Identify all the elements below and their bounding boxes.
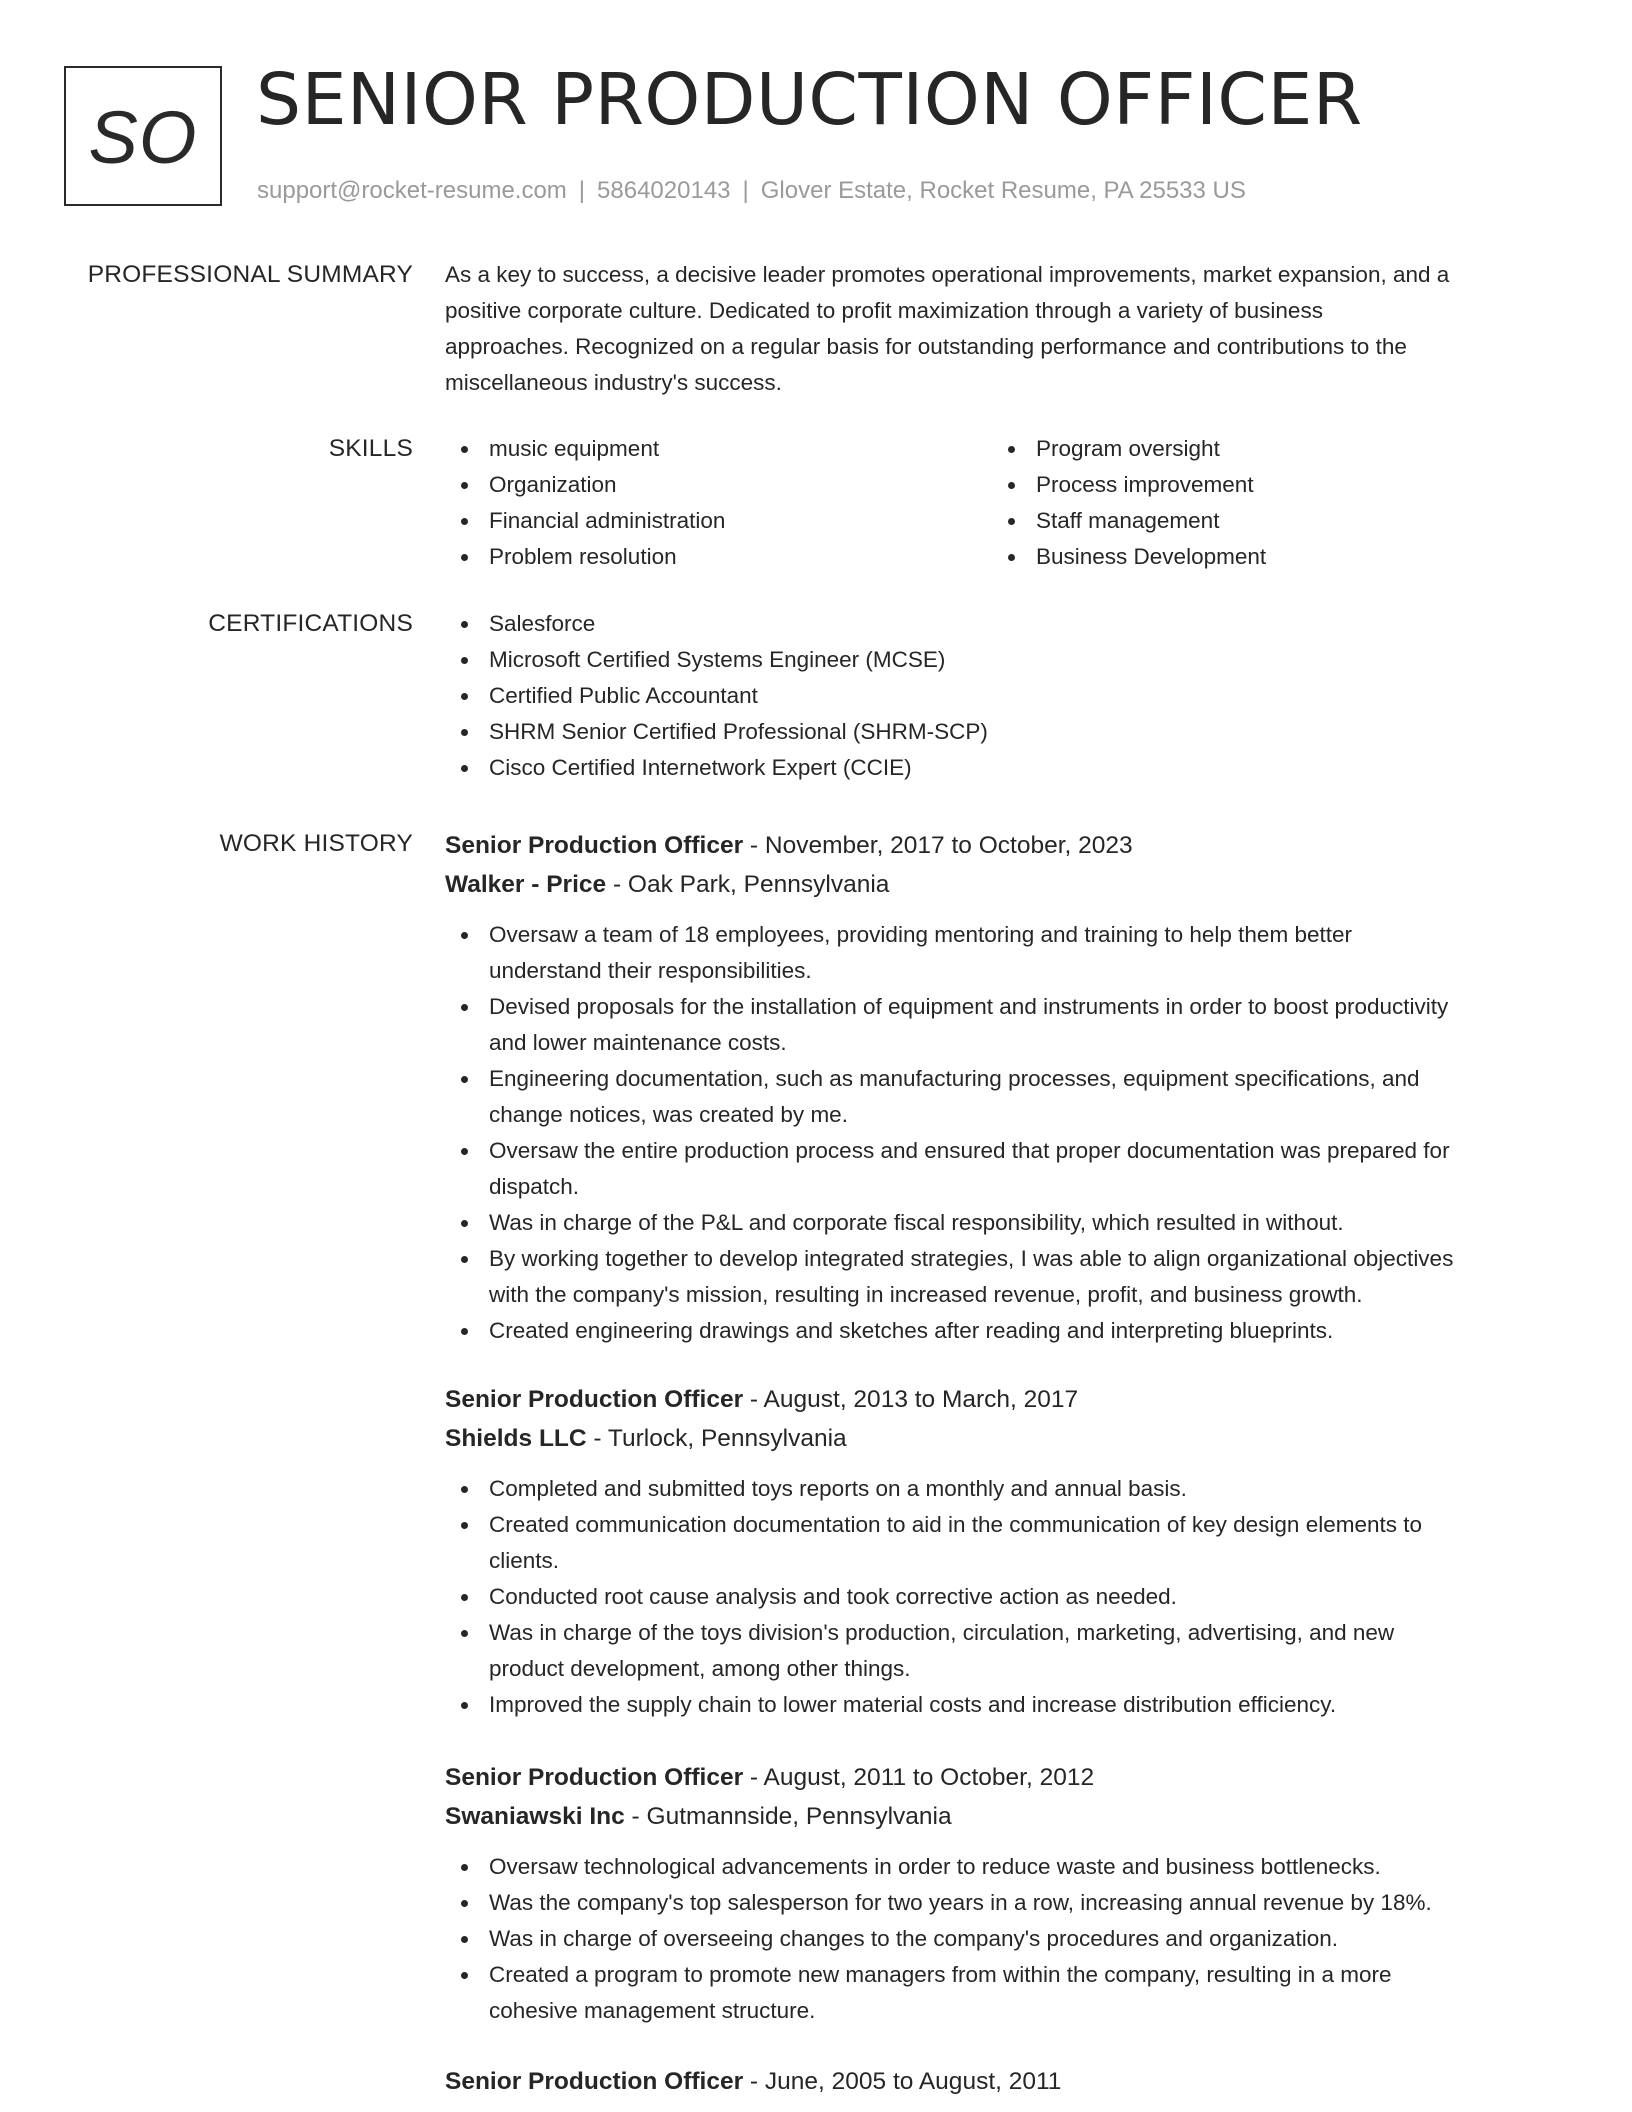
job-entry <box>445 1380 1560 1723</box>
job-location: Turlock, Pennsylvania <box>607 1425 847 1452</box>
job-entry <box>445 1758 1560 2029</box>
job-bullet: Oversaw the entire production process and ensured that proper documentation was prepared for dispatch. <box>445 1133 1560 1205</box>
job-bullet: Was in charge of overseeing changes to the company's procedures and organization. <box>445 1921 1560 1957</box>
job-dates: June, 2005 to August, 2011 <box>764 2068 1062 2095</box>
job-bullet: Was in charge of the toys division's production, circulation, marketing, advertising, and new product development, among other things. <box>445 1615 1560 1687</box>
skill-item: Problem resolution <box>445 539 965 575</box>
summary-line: miscellaneous industry's success. <box>445 370 782 395</box>
summary-line: As a key to success, a decisive leader promotes operational improvements, market expansion, and a <box>445 262 1450 287</box>
contact-phone[interactable]: 5864020143 <box>597 177 731 204</box>
job-bullets <box>445 1849 1560 2029</box>
section-label-summary: PROFESSIONAL SUMMARY <box>87 261 413 288</box>
skill-item: Organization <box>445 467 965 503</box>
contact-line <box>257 175 1246 207</box>
job-title-line: Senior Production Officer - August, 2013 to March, 2017 <box>445 1386 1079 1413</box>
skills-column-left <box>445 431 965 575</box>
job-dates: August, 2011 to October, 2012 <box>763 1764 1095 1791</box>
summary-text <box>445 257 1560 401</box>
job-bullet: By working together to develop integrated strategies, I was able to align organizational objectives with the company's mission, resulting in increased revenue, profit, and business growth. <box>445 1241 1560 1313</box>
job-bullet: Improved the supply chain to lower material costs and increase distribution efficiency. <box>445 1687 1560 1723</box>
monogram-box <box>64 66 222 206</box>
skill-item: Program oversight <box>992 431 1512 467</box>
job-bullet: Was the company's top salesperson for two years in a row, increasing annual revenue by 18%. <box>445 1885 1560 1921</box>
job-company: Swaniawski Inc <box>445 1803 625 1830</box>
contact-address: Glover Estate, Rocket Resume, PA 25533 US <box>760 177 1246 204</box>
contact-separator: | <box>742 177 749 204</box>
section-label-work-history: WORK HISTORY <box>219 830 413 857</box>
job-location: Oak Park, Pennsylvania <box>627 871 890 898</box>
monogram-initials: SO <box>88 95 198 179</box>
job-company-line: Walker - Price - Oak Park, Pennsylvania <box>445 871 890 898</box>
job-company: Shields LLC <box>445 1425 587 1452</box>
job-title: Senior Production Officer <box>445 832 744 859</box>
skill-item: Financial administration <box>445 503 965 539</box>
resume-name: SENIOR PRODUCTION OFFICER <box>256 58 1363 141</box>
certification-item: Cisco Certified Internetwork Expert (CCIE) <box>445 750 1560 786</box>
certification-item: Salesforce <box>445 606 1560 642</box>
job-title: Senior Production Officer <box>445 1764 744 1791</box>
job-bullet: Created communication documentation to aid in the communication of key design elements to clients. <box>445 1507 1560 1579</box>
skill-item: Process improvement <box>992 467 1512 503</box>
section-label-skills: SKILLS <box>328 435 413 462</box>
job-bullet: Conducted root cause analysis and took corrective action as needed. <box>445 1579 1560 1615</box>
job-title-line: Senior Production Officer - November, 2017 to October, 2023 <box>445 832 1133 859</box>
job-title-line: Senior Production Officer - June, 2005 to August, 2011 <box>445 2068 1062 2095</box>
section-label-certifications: CERTIFICATIONS <box>208 610 413 637</box>
job-title: Senior Production Officer <box>445 1386 744 1413</box>
job-bullet: Completed and submitted toys reports on a monthly and annual basis. <box>445 1471 1560 1507</box>
certifications-content <box>445 606 1560 786</box>
certification-item: Microsoft Certified Systems Engineer (MCSE) <box>445 642 1560 678</box>
job-location: Gutmannside, Pennsylvania <box>646 1803 952 1830</box>
skill-item: Staff management <box>992 503 1512 539</box>
job-bullet: Created engineering drawings and sketches after reading and interpreting blueprints. <box>445 1313 1560 1349</box>
contact-separator: | <box>578 177 586 204</box>
job-title: Senior Production Officer <box>445 2068 744 2095</box>
skill-item: music equipment <box>445 431 965 467</box>
job-entry <box>445 2062 1560 2101</box>
skills-column-right <box>992 431 1512 575</box>
job-bullet: Devised proposals for the installation of equipment and instruments in order to boost productivity and lower maintenance costs. <box>445 989 1560 1061</box>
job-company-line: Swaniawski Inc - Gutmannside, Pennsylvania <box>445 1803 952 1830</box>
certification-item: SHRM Senior Certified Professional (SHRM-SCP) <box>445 714 1560 750</box>
summary-line: approaches. Recognized on a regular basis for outstanding performance and contributions to the <box>445 334 1407 359</box>
certification-item: Certified Public Accountant <box>445 678 1560 714</box>
job-dates: November, 2017 to October, 2023 <box>764 832 1133 859</box>
summary-line: positive corporate culture. Dedicated to profit maximization through a variety of business <box>445 298 1323 323</box>
job-bullet: Was in charge of the P&L and corporate fiscal responsibility, which resulted in without. <box>445 1205 1560 1241</box>
skill-item: Business Development <box>992 539 1512 575</box>
job-bullet: Created a program to promote new managers from within the company, resulting in a more cohesive management structure. <box>445 1957 1560 2029</box>
job-bullets <box>445 917 1560 1349</box>
job-company: Walker - Price <box>445 871 607 898</box>
job-bullet: Oversaw a team of 18 employees, providing mentoring and training to help them better understand their responsibilities. <box>445 917 1560 989</box>
contact-email[interactable]: support@rocket-resume.com <box>257 177 567 204</box>
job-company-line: Shields LLC - Turlock, Pennsylvania <box>445 1425 847 1452</box>
job-dates: August, 2013 to March, 2017 <box>763 1386 1079 1413</box>
job-bullet: Engineering documentation, such as manufacturing processes, equipment specifications, and change notices, was created by me. <box>445 1061 1560 1133</box>
job-bullet: Oversaw technological advancements in order to reduce waste and business bottlenecks. <box>445 1849 1560 1885</box>
job-entry <box>445 826 1560 1349</box>
job-title-line: Senior Production Officer - August, 2011 to October, 2012 <box>445 1764 1095 1791</box>
job-bullets <box>445 1471 1560 1723</box>
